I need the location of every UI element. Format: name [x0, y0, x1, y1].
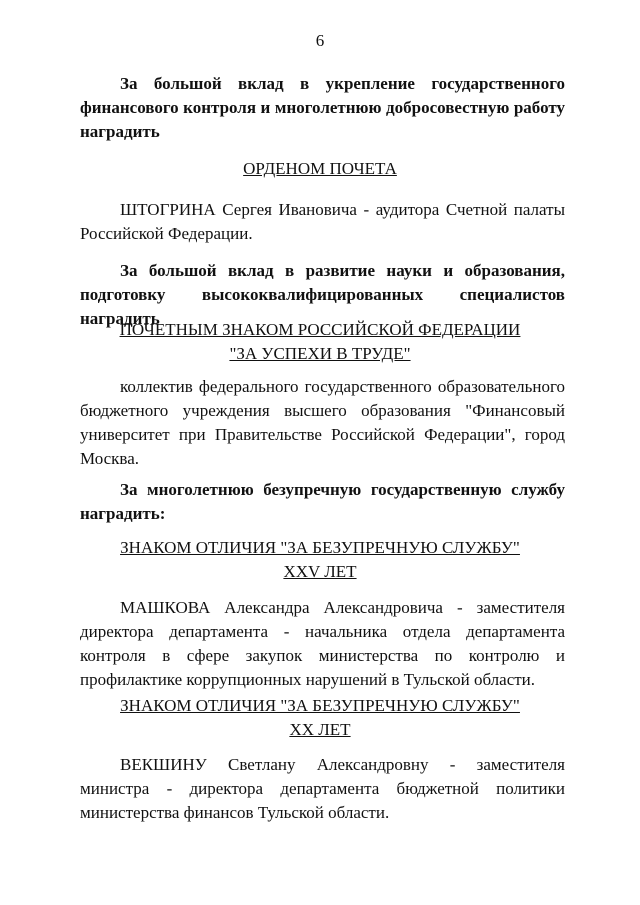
- award-title-badge-labour: [0, 318, 640, 366]
- award-title-line1: ЗНАКОМ ОТЛИЧИЯ "ЗА БЕЗУПРЕЧНУЮ СЛУЖБУ": [120, 538, 520, 557]
- award-intro-service: За многолетнюю безупречную государственную службу наградить:: [80, 480, 565, 523]
- award-title-line2: XXV ЛЕТ: [283, 562, 357, 581]
- award-title-line2: XX ЛЕТ: [289, 720, 351, 739]
- award-title-service-xx: [0, 694, 640, 742]
- award-title-line2: "ЗА УСПЕХИ В ТРУДЕ": [229, 344, 411, 363]
- recipient-financial-university: коллектив федерального государственного образовательного бюджетного учреждения высшего образования "Финансовый университет при Правительстве Российской Федерации", город Москва.: [80, 377, 565, 468]
- award-title-line1: ПОЧЕТНЫМ ЗНАКОМ РОССИЙСКОЙ ФЕДЕРАЦИИ: [119, 320, 521, 339]
- award-intro-science: За большой вклад в развитие науки и образования, подготовку высококвалифицированных специалистов наградить: [80, 261, 565, 328]
- page-number: 6: [315, 31, 325, 50]
- award-title-line1: ЗНАКОМ ОТЛИЧИЯ "ЗА БЕЗУПРЕЧНУЮ СЛУЖБУ": [120, 696, 520, 715]
- award-title-service-xxv: [0, 536, 640, 584]
- recipient-shtogrin: ШТОГРИНА Сергея Ивановича - аудитора Счетной палаты Российской Федерации.: [80, 200, 565, 243]
- award-title-order-of-honour: [0, 157, 640, 181]
- recipient-mashkov: МАШКОВА Александра Александровича - заместителя директора департамента - начальника отдела департамента контроля в сфере закупок министерства по контролю и профилактике коррупционных нарушений в Тульской области.: [80, 598, 565, 689]
- recipient-vekshina: ВЕКШИНУ Светлану Александровну - заместителя министра - директора департамента бюджетной политики министерства финансов Тульской области.: [80, 755, 565, 822]
- award-title-text: ОРДЕНОМ ПОЧЕТА: [243, 159, 397, 178]
- award-intro-audit: За большой вклад в укрепление государственного финансового контроля и многолетнюю добросовестную работу наградить: [80, 74, 565, 141]
